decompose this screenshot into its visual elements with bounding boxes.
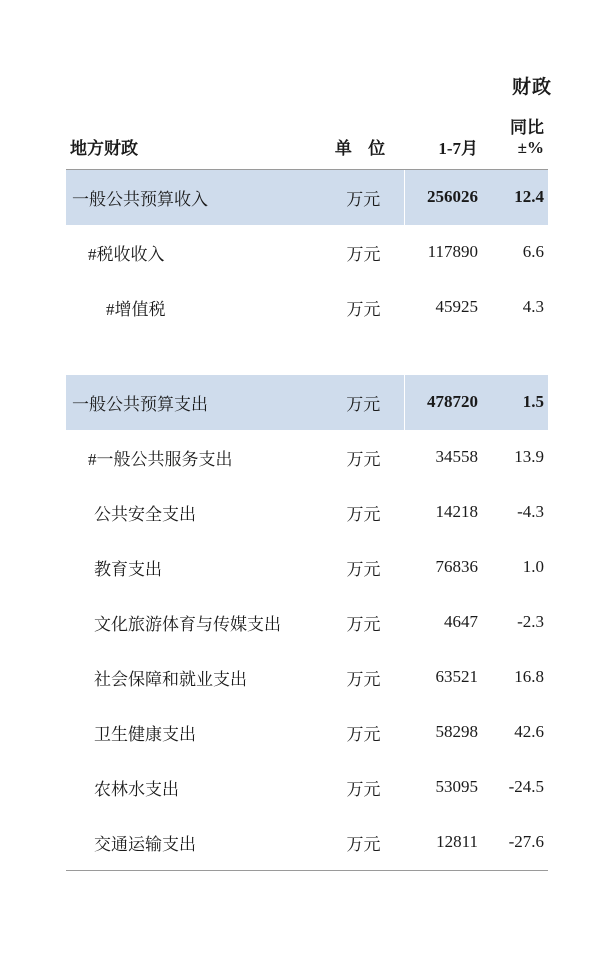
row-value: 12811 — [404, 815, 484, 871]
row-value: 76836 — [404, 540, 484, 595]
row-unit: 万元 — [324, 225, 404, 280]
row-unit: 万元 — [324, 595, 404, 650]
row-unit: 万元 — [324, 375, 404, 430]
row-value: 53095 — [404, 760, 484, 815]
table-row — [66, 650, 548, 705]
row-item-label: #增值税 — [66, 280, 324, 335]
column-header-unit: 单 位 — [324, 118, 404, 169]
row-value: 58298 — [404, 705, 484, 760]
row-yoy: 6.6 — [484, 225, 548, 280]
section-title: 财政 — [511, 77, 552, 98]
table-row — [66, 540, 548, 595]
table-spacer-cell — [66, 335, 548, 375]
row-item-label: 社会保障和就业支出 — [66, 650, 324, 705]
row-unit: 万元 — [324, 430, 404, 485]
table-row — [66, 280, 548, 335]
row-item-label: 文化旅游体育与传媒支出 — [66, 595, 324, 650]
table-header — [66, 118, 548, 169]
column-header-yoy-line1: 同比 — [510, 118, 544, 137]
row-yoy: 42.6 — [484, 705, 548, 760]
row-item-label: 一般公共预算收入 — [66, 169, 324, 225]
row-yoy: 1.5 — [484, 375, 548, 430]
row-value: 14218 — [404, 485, 484, 540]
column-header-period: 1-7月 — [404, 118, 484, 169]
row-unit: 万元 — [324, 280, 404, 335]
row-value: 34558 — [404, 430, 484, 485]
row-yoy: 16.8 — [484, 650, 548, 705]
row-value: 117890 — [404, 225, 484, 280]
column-header-yoy-line2: ±% — [517, 138, 544, 158]
table-spacer-row — [66, 335, 548, 375]
row-yoy: -24.5 — [484, 760, 548, 815]
table-header-row — [66, 118, 548, 169]
table-row — [66, 430, 548, 485]
row-value: 45925 — [404, 280, 484, 335]
row-item-label: 交通运输支出 — [66, 815, 324, 871]
table-row — [66, 169, 548, 225]
table-row — [66, 815, 548, 871]
row-value: 256026 — [404, 169, 484, 225]
row-yoy: -27.6 — [484, 815, 548, 871]
row-yoy: -2.3 — [484, 595, 548, 650]
finance-table — [66, 118, 548, 871]
row-unit: 万元 — [324, 815, 404, 871]
table-row — [66, 225, 548, 280]
table-row — [66, 375, 548, 430]
row-unit: 万元 — [324, 540, 404, 595]
table-row — [66, 705, 548, 760]
row-unit: 万元 — [324, 169, 404, 225]
row-yoy: 12.4 — [484, 169, 548, 225]
row-item-label: #税收收入 — [66, 225, 324, 280]
row-unit: 万元 — [324, 650, 404, 705]
row-unit: 万元 — [324, 760, 404, 815]
row-unit: 万元 — [324, 485, 404, 540]
column-header-yoy — [484, 118, 548, 169]
row-value: 4647 — [404, 595, 484, 650]
row-item-label: 卫生健康支出 — [66, 705, 324, 760]
row-value: 478720 — [404, 375, 484, 430]
column-header-item: 地方财政 — [66, 118, 324, 169]
row-yoy: -4.3 — [484, 485, 548, 540]
table-body — [66, 169, 548, 870]
table-row — [66, 485, 548, 540]
row-yoy: 13.9 — [484, 430, 548, 485]
row-item-label: 公共安全支出 — [66, 485, 324, 540]
row-unit: 万元 — [324, 705, 404, 760]
row-item-label: #一般公共服务支出 — [66, 430, 324, 485]
row-value: 63521 — [404, 650, 484, 705]
table-row — [66, 595, 548, 650]
table-row — [66, 760, 548, 815]
row-yoy: 4.3 — [484, 280, 548, 335]
row-item-label: 农林水支出 — [66, 760, 324, 815]
row-yoy: 1.0 — [484, 540, 548, 595]
row-item-label: 一般公共预算支出 — [66, 375, 324, 430]
row-item-label: 教育支出 — [66, 540, 324, 595]
